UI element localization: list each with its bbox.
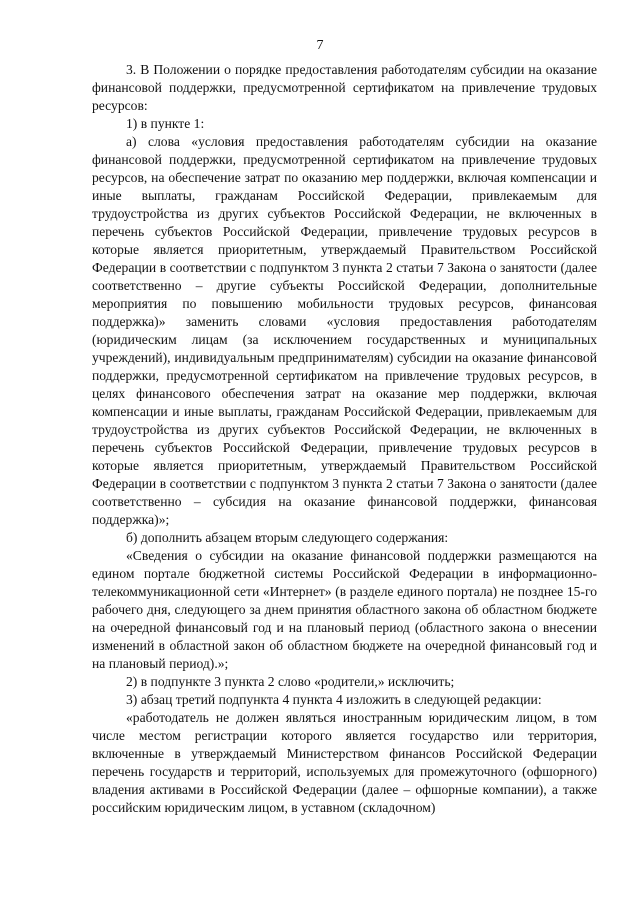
document-body [92, 61, 597, 817]
paragraph-item-3: 3) абзац третий подпункта 4 пункта 4 изложить в следующей редакции: [126, 692, 542, 707]
paragraph-subitem-b: б) дополнить абзацем вторым следующего содержания: [126, 530, 449, 545]
paragraph-item-2: 2) в подпункте 3 пункта 2 слово «родители,» исключить; [126, 674, 455, 689]
paragraph-quote-employer: «работодатель не должен являться иностранным юридическим лицом, в том числе местом регистрации которого является государство или территория, включенные в утверждаемый Министерством финансов Российской Федерации перечень государств и территорий, используемых для промежуточного (офшорного) владения активами в Российской Федерации (далее – офшорные компании), а также российским юридическим лицом, в уставном (складочном) [92, 710, 597, 815]
paragraph-item-1: 1) в пункте 1: [126, 116, 205, 131]
page-number: 7 [316, 38, 324, 53]
paragraph-quote-subsidy-info: «Сведения о субсидии на оказание финансовой поддержки размещаются на едином портале бюджетной системы Российской Федерации в информационно-телекоммуникационной сети «Интернет» (в разделе единого портала) не позднее 15-го рабочего дня, следующего за днем принятия областного закона об областном бюджете на очередной финансовый год и на плановый период (областного закона о внесении изменений в областной закон об областном бюджете на очередной финансовый год и на плановый период).»; [92, 548, 597, 671]
paragraph-section-3-intro: 3. В Положении о порядке предоставления работодателям субсидии на оказание финансовой поддержки, предусмотренной сертификатом на привлечение трудовых ресурсов: [92, 62, 597, 113]
paragraph-subitem-a: а) слова «условия предоставления работодателям субсидии на оказание финансовой поддержки, предусмотренной сертификатом на привлечение трудовых ресурсов, на обеспечение затрат по оказанию мер поддержки, включая компенсации и иные выплаты, гражданам Российской Федерации, привлекаемым для трудоустройства из других субъектов Российской Федерации, не включенных в перечень субъектов Российской Федерации, привлечение трудовых ресурсов в которые является приоритетным, утверждаемый Правительством Российской Федерации в соответствии с подпунктом 3 пункта 2 статьи 7 Закона о занятости (далее соответственно – другие субъекты Российской Федерации, дополнительные мероприятия по повышению мобильности трудовых ресурсов, финансовая поддержка)» заменить словами «условия предоставления работодателям (юридическим лицам (за исключением государственных и муниципальных учреждений), индивидуальным предпринимателям) субсидии на оказание финансовой поддержки, предусмотренной сертификатом на привлечение трудовых ресурсов, в целях финансового обеспечения затрат на оказание мер поддержки, включая компенсации и иные выплаты, гражданам Российской Федерации, привлекаемым для трудоустройства из других субъектов Российской Федерации, не включенных в перечень субъектов Российской Федерации, привлечение трудовых ресурсов в которые является приоритетным, утверждаемый Правительством Российской Федерации в соответствии с подпунктом 3 пункта 2 статьи 7 Закона о занятости (далее соответственно – субсидия на оказание финансовой поддержки, финансовая поддержка)»; [92, 134, 597, 527]
